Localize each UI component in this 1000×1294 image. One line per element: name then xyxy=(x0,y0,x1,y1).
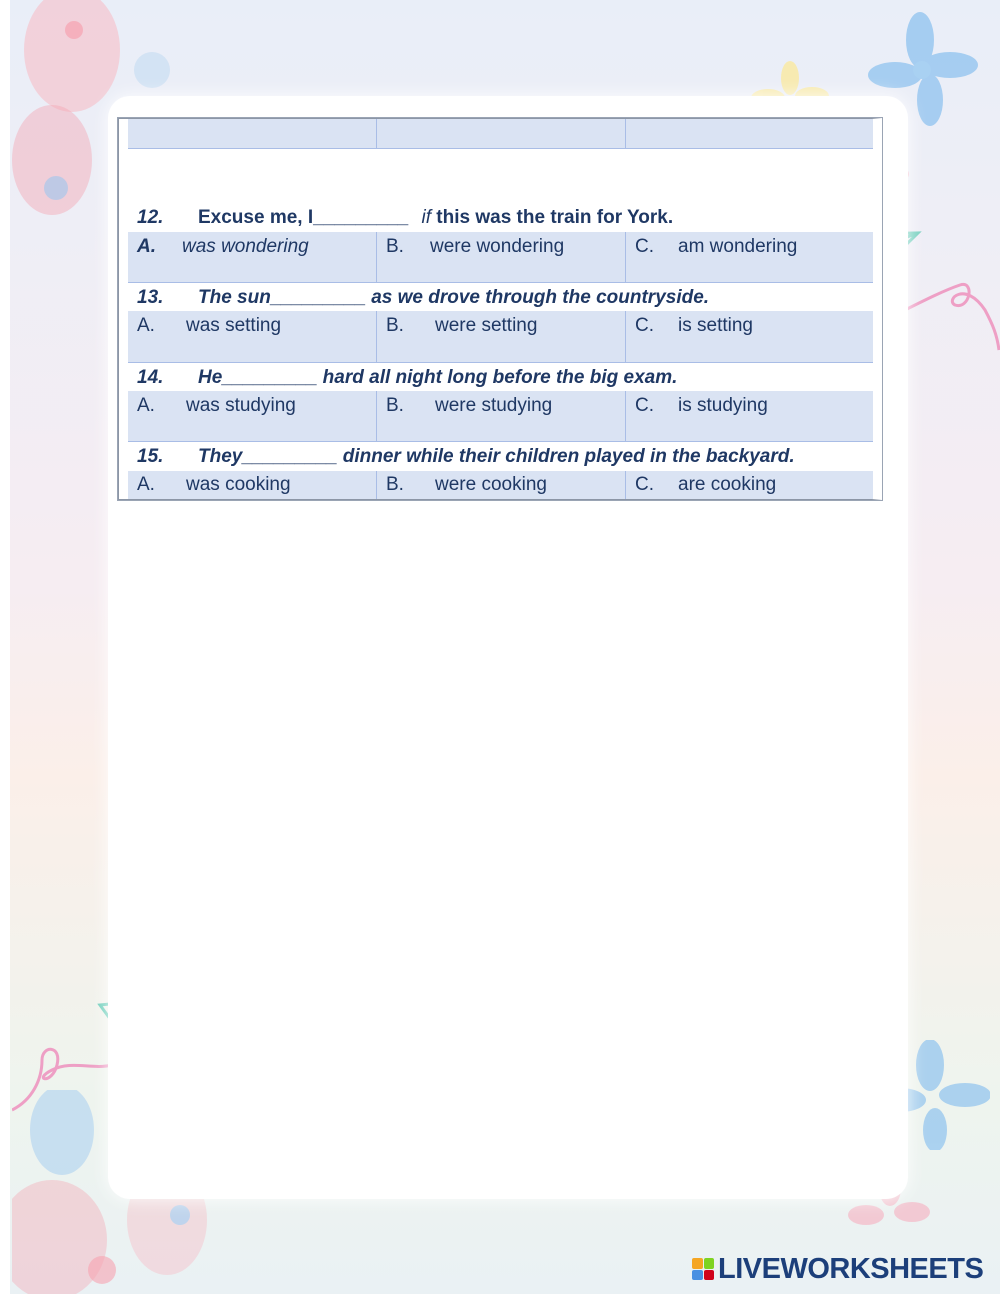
table-header-row xyxy=(128,119,873,148)
option-text: is setting xyxy=(678,315,753,336)
option-a[interactable] xyxy=(128,391,377,441)
option-text: were setting xyxy=(435,315,538,336)
option-letter: B. xyxy=(386,315,404,336)
option-letter: C. xyxy=(635,315,654,336)
option-c-content xyxy=(635,474,776,496)
question-row-12 xyxy=(128,148,873,233)
option-text: is studying xyxy=(678,395,768,416)
option-b-content xyxy=(386,474,547,496)
question-prompt: The sun_________ as we drove through the countryside. xyxy=(198,287,710,308)
option-letter: A. xyxy=(137,474,155,495)
option-a[interactable] xyxy=(128,232,377,282)
option-letter: A. xyxy=(137,395,155,416)
question-text xyxy=(137,207,673,229)
question-prompt-start: Excuse me, I_________ xyxy=(198,207,409,228)
question-text xyxy=(137,367,677,389)
option-b[interactable] xyxy=(377,391,626,441)
question-text xyxy=(137,446,795,468)
liveworksheets-logo[interactable] xyxy=(692,1254,983,1284)
question-prompt-italic: if xyxy=(421,207,432,228)
option-text: were studying xyxy=(435,395,553,416)
option-c[interactable] xyxy=(626,311,873,362)
table-header-cell xyxy=(377,119,626,148)
option-letter: B. xyxy=(386,236,404,257)
ribbon-right-icon xyxy=(905,270,1000,360)
option-text: was studying xyxy=(186,395,296,416)
option-a-content xyxy=(137,395,296,417)
question-number: 12. xyxy=(137,207,164,228)
option-c-content xyxy=(635,236,797,258)
question-number: 14. xyxy=(137,367,164,388)
question-row-15 xyxy=(128,441,873,472)
option-text: were cooking xyxy=(435,474,547,495)
question-prompt: They_________ dinner while their children played in the backyard. xyxy=(198,446,795,467)
option-text: am wondering xyxy=(678,236,798,257)
brand-name: LIVEWORKSHEETS xyxy=(718,1252,984,1285)
option-a-content xyxy=(137,236,309,258)
liveworksheets-logo-icon xyxy=(692,1258,714,1280)
question-table xyxy=(118,118,882,500)
question-text xyxy=(137,287,709,309)
options-row-13 xyxy=(128,311,873,362)
option-b[interactable] xyxy=(377,232,626,282)
option-text: were wondering xyxy=(430,236,565,257)
options-row-12 xyxy=(128,232,873,282)
question-row-13 xyxy=(128,282,873,312)
option-text: was setting xyxy=(186,315,282,336)
option-b-content xyxy=(386,315,537,337)
option-letter: C. xyxy=(635,236,654,257)
page-margin xyxy=(0,0,10,1294)
option-c-content xyxy=(635,395,768,417)
option-letter: B. xyxy=(386,395,404,416)
question-number: 15. xyxy=(137,446,164,467)
option-b-content xyxy=(386,236,564,258)
option-a[interactable] xyxy=(128,471,377,499)
option-a[interactable] xyxy=(128,311,377,362)
option-letter: C. xyxy=(635,474,654,495)
option-c[interactable] xyxy=(626,471,873,499)
question-row-14 xyxy=(128,362,873,392)
question-prompt: He_________ hard all night long before the big exam. xyxy=(198,367,678,388)
option-b[interactable] xyxy=(377,471,626,499)
option-text: was cooking xyxy=(186,474,291,495)
option-c-content xyxy=(635,315,753,337)
table-header-cell xyxy=(626,119,873,148)
question-prompt-end: this was the train for York. xyxy=(436,207,674,228)
option-b[interactable] xyxy=(377,311,626,362)
option-b-content xyxy=(386,395,552,417)
option-text: are cooking xyxy=(678,474,777,495)
option-letter: C. xyxy=(635,395,654,416)
options-row-14 xyxy=(128,391,873,441)
question-number: 13. xyxy=(137,287,164,308)
option-a-content xyxy=(137,315,281,337)
option-letter: A. xyxy=(137,236,156,257)
option-text: was wondering xyxy=(182,236,309,257)
option-c[interactable] xyxy=(626,232,873,282)
table-header-cell xyxy=(128,119,377,148)
option-c[interactable] xyxy=(626,391,873,441)
option-a-content xyxy=(137,474,291,496)
option-letter: B. xyxy=(386,474,404,495)
options-row-15 xyxy=(128,471,873,499)
option-letter: A. xyxy=(137,315,155,336)
